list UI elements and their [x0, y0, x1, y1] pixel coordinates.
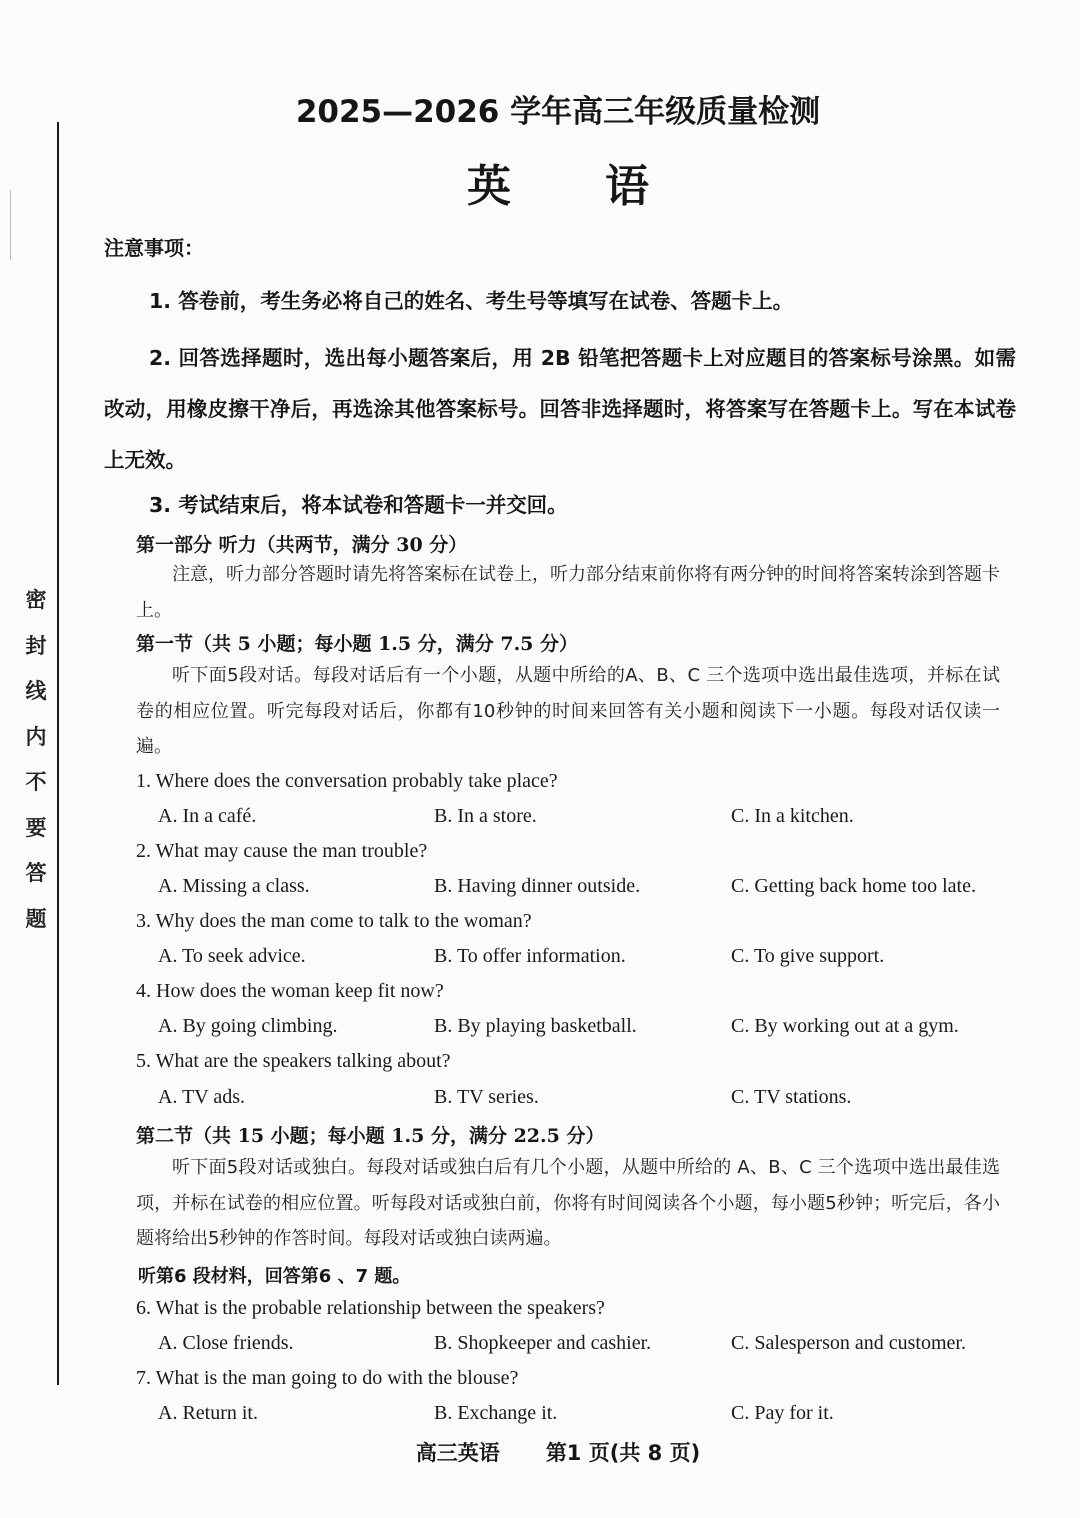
- question-2-option-a: A. Missing a class.: [158, 875, 310, 897]
- section2-heading: 第二节（共 15 小题；每小题 1.5 分，满分 22.5 分）: [136, 1125, 605, 1147]
- question-3-option-a: A. To seek advice.: [158, 945, 306, 967]
- question-3-option-b: B. To offer information.: [434, 945, 626, 967]
- exam-subject: 英语: [467, 161, 743, 212]
- question-2-option-b: B. Having dinner outside.: [434, 875, 641, 897]
- question-7: 7. What is the man going to do with the blouse?: [136, 1367, 519, 1389]
- seal-char: 答: [25, 861, 47, 885]
- question-3-option-c: C. To give support.: [731, 945, 885, 967]
- page-footer: [0, 1437, 1080, 1467]
- question-6-option-a: A. Close friends.: [158, 1332, 294, 1354]
- part1-note: 注意，听力部分答题时请先将答案标在试卷上，听力部分结束前你将有两分钟的时间将答案转涂到答题卡上。: [136, 564, 1000, 621]
- seal-line-notice: [22, 578, 50, 942]
- question-4: 4. How does the woman keep fit now?: [136, 980, 444, 1002]
- question-5-option-c: C. TV stations.: [731, 1086, 852, 1108]
- footer-subject: 高三英语: [415, 1441, 500, 1465]
- question-5-option-a: A. TV ads.: [158, 1086, 246, 1108]
- seal-char: 线: [25, 679, 47, 703]
- seal-char: 要: [25, 815, 47, 840]
- question-5-option-b: B. TV series.: [434, 1086, 539, 1108]
- footer-page-number: 第1 页(共 8 页): [545, 1441, 701, 1465]
- notice-item-2: 2. 回答选择题时，选出每小题答案后，用 2B 铅笔把答题卡上对应题目的答案标号涂黑。如需改动，用橡皮擦干净后，再选涂其他答案标号。回答非选择题时，将答案写在答题卡上。写在本试卷上无效。: [104, 346, 1016, 472]
- question-5: 5. What are the speakers talking about?: [136, 1050, 451, 1072]
- seal-char: 密: [25, 588, 47, 612]
- material-note: 听第6 段材料，回答第6 、7 题。: [138, 1266, 411, 1287]
- part1-heading: 第一部分 听力（共两节，满分 30 分）: [136, 534, 468, 556]
- question-1-option-b: B. In a store.: [434, 805, 537, 827]
- section2-instructions: 听下面5段对话或独白。每段对话或独白后有几个小题，从题中所给的 A、B、C 三个选项中选出最佳选项，并标在试卷的相应位置。听每段对话或独白前，你将有时间阅读各个小题，每小题5秒钟；听完后，各小题将给出5秒钟的作答时间。每段对话或独白读两遍。: [136, 1157, 1000, 1249]
- binding-line: [57, 122, 59, 1385]
- question-7-option-c: C. Pay for it.: [731, 1402, 834, 1424]
- notice-item-3: 3. 考试结束后，将本试卷和答题卡一并交回。: [149, 493, 568, 517]
- exam-title: 2025—2026 学年高三年级质量检测: [295, 94, 821, 130]
- question-1: 1. Where does the conversation probably take place?: [136, 770, 558, 792]
- question-7-option-a: A. Return it.: [158, 1402, 258, 1424]
- question-7-option-b: B. Exchange it.: [434, 1402, 558, 1424]
- section1-instructions: 听下面5段对话。每段对话后有一个小题，从题中所给的A、B、C 三个选项中选出最佳选项，并标在试卷的相应位置。听完每段对话后，你都有10秒钟的时间来回答有关小题和阅读下一小题。每段对话仅读一遍。: [136, 665, 1000, 757]
- question-6-option-c: C. Salesperson and customer.: [731, 1332, 966, 1354]
- question-6: 6. What is the probable relationship between the speakers?: [136, 1297, 605, 1319]
- seal-char: 不: [25, 770, 47, 794]
- notice-heading: 注意事项：: [104, 236, 204, 260]
- seal-char: 封: [25, 633, 47, 658]
- question-1-option-a: A. In a café.: [158, 805, 257, 827]
- question-4-option-b: B. By playing basketball.: [434, 1015, 637, 1037]
- question-3: 3. Why does the man come to talk to the woman?: [136, 910, 532, 932]
- question-1-option-c: C. In a kitchen.: [731, 805, 854, 827]
- question-4-option-a: A. By going climbing.: [158, 1015, 338, 1037]
- question-6-option-b: B. Shopkeeper and cashier.: [434, 1332, 652, 1354]
- section1-heading: 第一节（共 5 小题；每小题 1.5 分，满分 7.5 分）: [136, 633, 579, 655]
- notice-item-1: 1. 答卷前，考生务必将自己的姓名、考生号等填写在试卷、答题卡上。: [149, 289, 794, 313]
- seal-char: 题: [25, 906, 47, 931]
- question-2-option-c: C. Getting back home too late.: [731, 875, 976, 897]
- seal-char: 内: [25, 724, 47, 749]
- question-4-option-c: C. By working out at a gym.: [731, 1015, 959, 1037]
- question-2: 2. What may cause the man trouble?: [136, 840, 428, 862]
